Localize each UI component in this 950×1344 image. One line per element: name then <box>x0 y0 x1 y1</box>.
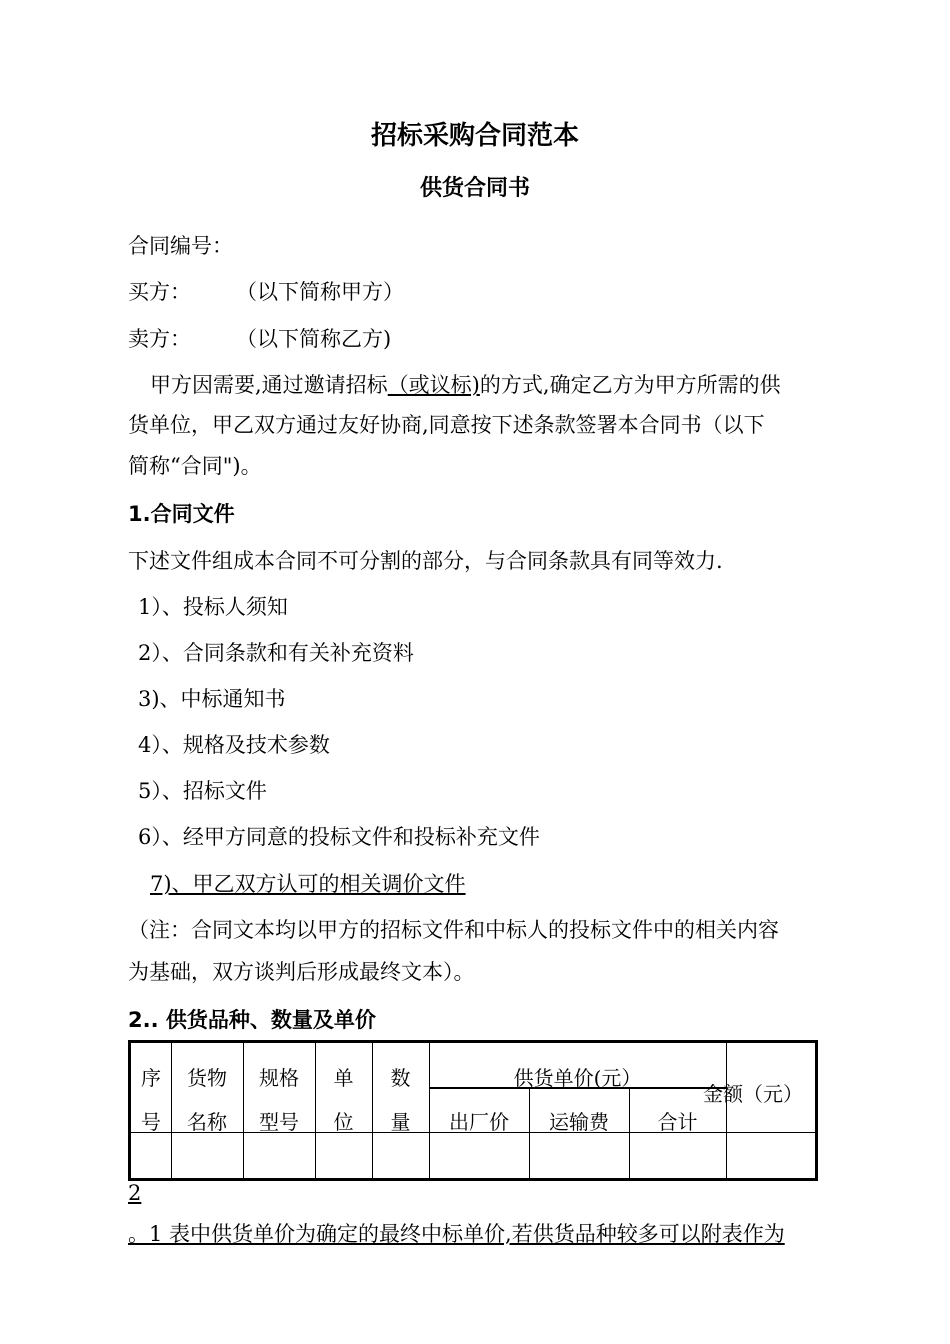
section1-note-line2: 为基础，双方谈判后形成最终文本）。 <box>128 960 475 984</box>
section1-description: 下述文件组成本合同不可分割的部分，与合同条款具有同等效力. <box>128 549 723 573</box>
list-item: 1）、投标人须知 <box>138 595 288 619</box>
section1-heading: 1.合同文件 <box>128 502 235 526</box>
section2-heading: 2.. 供货品种、数量及单价 <box>128 1008 376 1032</box>
table-divider <box>726 1043 727 1178</box>
list-item: 3)、中标通知书 <box>138 687 286 711</box>
list-item: 6）、经甲方同意的投标文件和投标补充文件 <box>138 825 540 849</box>
buyer-note: （以下简称甲方） <box>236 280 404 304</box>
list-item: 7)、甲乙双方认可的相关调价文件 <box>150 872 466 896</box>
header-spec-2: 型号 <box>259 1110 299 1134</box>
seller-note: （以下简称乙方) <box>236 327 392 351</box>
clause-2-1-text: 。1 表中供货单价为确定的最终中标单价,若供货品种较多可以附表作为 <box>128 1222 785 1246</box>
intro-paragraph-line2: 货单位，甲乙双方通过友好协商,同意按下述条款签署本合同书（以下 <box>128 413 765 437</box>
intro-text-b: 的方式,确定乙方为甲方所需的供 <box>479 373 781 397</box>
header-seq-2: 号 <box>141 1110 161 1134</box>
buyer-label: 买方： <box>128 280 191 304</box>
header-name-1: 货物 <box>187 1066 227 1090</box>
header-freight: 运输费 <box>549 1110 609 1134</box>
intro-paragraph-line3: 简称“合同")。 <box>128 454 262 478</box>
section1-note-line1: （注：合同文本均以甲方的招标文件和中标人的投标文件中的相关内容 <box>128 918 779 942</box>
contract-number-label: 合同编号： <box>128 234 233 258</box>
list-item: 4）、规格及技术参数 <box>138 733 330 757</box>
header-factory-price: 出厂价 <box>449 1110 509 1134</box>
header-name-2: 名称 <box>187 1110 227 1134</box>
header-spec-1: 规格 <box>259 1066 299 1090</box>
list-item: 2）、合同条款和有关补充资料 <box>138 641 414 665</box>
intro-paragraph-line1 <box>150 371 781 399</box>
header-amount: 金额（元） <box>703 1082 803 1106</box>
supply-table <box>128 1040 818 1181</box>
clause-number: 2 <box>128 1181 142 1205</box>
seller-label: 卖方： <box>128 327 191 351</box>
header-unit-1: 单 <box>333 1066 354 1090</box>
header-unit-price-group: 供货单价(元） <box>513 1066 642 1090</box>
intro-text-a: 甲方因需要,通过邀请招标 <box>150 373 388 397</box>
header-qty-1: 数 <box>390 1066 411 1090</box>
header-unit-2: 位 <box>333 1110 354 1134</box>
header-subtotal: 合计 <box>657 1110 698 1134</box>
list-item: 5）、招标文件 <box>138 779 267 803</box>
header-seq-1: 序 <box>141 1066 161 1090</box>
document-title: 招标采购合同范本 <box>370 121 579 151</box>
intro-text-underlined: （或议标) <box>387 373 480 397</box>
header-qty-2: 量 <box>390 1110 411 1134</box>
document-subtitle: 供货合同书 <box>419 176 530 201</box>
